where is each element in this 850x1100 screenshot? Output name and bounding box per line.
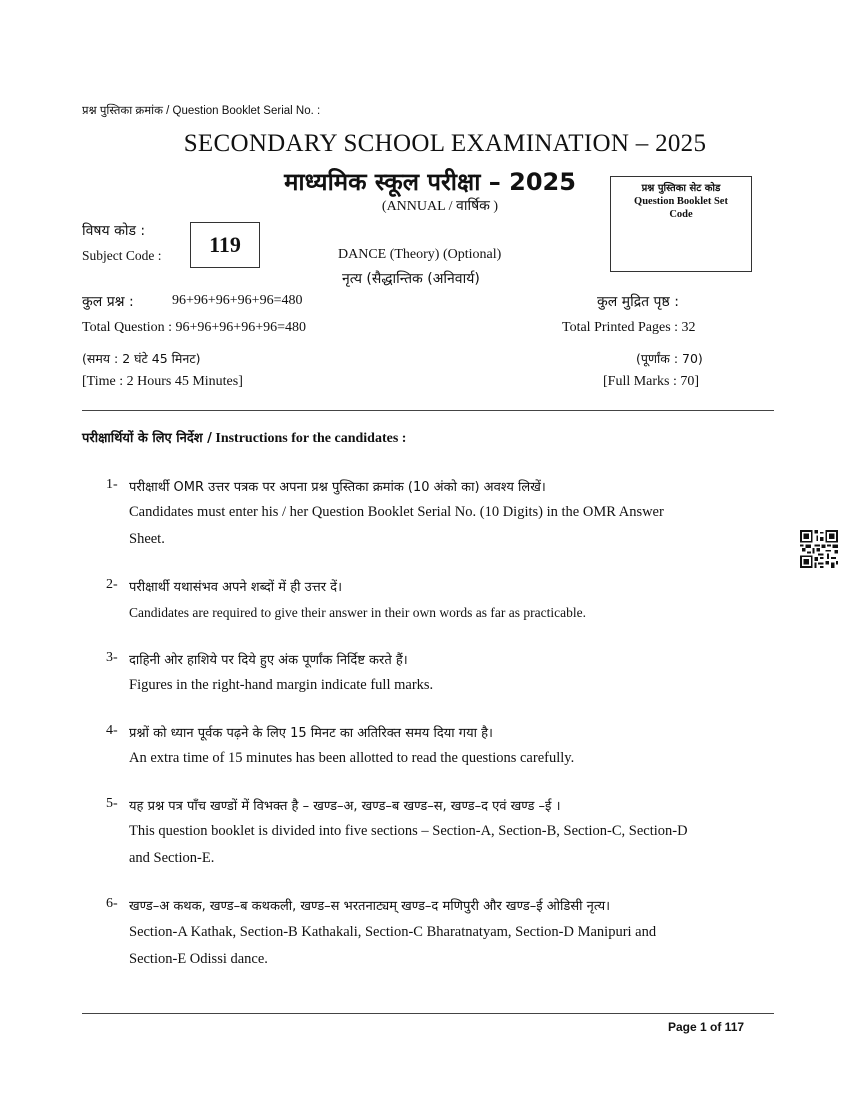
subject-name-hindi: नृत्य (सैद्धान्तिक (अनिवार्य): [342, 271, 480, 287]
total-questions-label-hindi: कुल प्रश्न :: [82, 294, 134, 310]
instruction-text-hindi: खण्ड–अ कथक, खण्ड–ब कथकली, खण्ड–स भरतनाट्यम् खण्ड–द मणिपुरी और खण्ड–ई ओडिसी नृत्य।: [129, 899, 611, 914]
instruction-text-hindi: परीक्षार्थी OMR उत्तर पत्रक पर अपना प्रश्न पुस्तिका क्रमांक (10 अंको का) अवश्य लिखें।: [129, 480, 546, 495]
instruction-text-english: Figures in the right-hand margin indicate full marks.: [129, 677, 434, 693]
printed-pages-english: Total Printed Pages : 32: [562, 320, 696, 335]
total-questions-english: Total Question : 96+96+96+96+96=480: [82, 320, 306, 335]
set-code-label-english-2: Code: [669, 209, 693, 220]
instruction-text-hindi: प्रश्नों को ध्यान पूर्वक पढ़ने के लिए 15 मिनट का अतिरिक्त समय दिया गया है।: [129, 726, 493, 741]
exam-title-hindi: माध्यमिक स्कूल परीक्षा – 2025: [284, 168, 576, 196]
subject-code-box: 119: [190, 222, 260, 268]
header-divider: [82, 410, 774, 411]
exam-title-english: SECONDARY SCHOOL EXAMINATION – 2025: [183, 130, 707, 157]
set-code-label-hindi: प्रश्न पुस्तिका सेट कोड: [641, 183, 721, 194]
instruction-text-english: Section-A Kathak, Section-B Kathakali, Section-C Bharatnatyam, Section-D Manipuri and: [129, 924, 657, 940]
subject-code-label-english: Subject Code :: [82, 248, 162, 263]
instruction-text-english-cont: Sheet.: [129, 531, 165, 547]
instruction-number: 1-: [106, 477, 118, 492]
subject-name-english: DANCE (Theory) (Optional): [338, 247, 502, 262]
instruction-number: 5-: [106, 796, 118, 811]
instruction-text-english-cont: Section-E Odissi dance.: [129, 951, 268, 967]
page-number: Page 1 of 117: [668, 1020, 745, 1034]
set-code-label-english-1: Question Booklet Set: [634, 196, 728, 207]
instruction-number: 6-: [106, 896, 118, 911]
instruction-number: 4-: [106, 723, 118, 738]
instruction-text-english-cont: and Section-E.: [129, 850, 215, 866]
instructions-heading-hindi: परीक्षार्थियों के लिए निर्देश /: [82, 431, 212, 446]
instruction-text-english: Candidates must enter his / her Question Booklet Serial No. (10 Digits) in the OMR Answer: [129, 504, 664, 520]
footer-divider: [82, 1013, 774, 1014]
instruction-text-hindi: दाहिनी ओर हाशिये पर दिये हुए अंक पूर्णांक निर्दिष्ट करते हैं।: [129, 653, 408, 668]
instruction-text-hindi: यह प्रश्न पत्र पाँच खण्डों में विभक्त है – खण्ड–अ, खण्ड–ब खण्ड–स, खण्ड–द एवं खण्ड –ई ।: [129, 799, 561, 814]
instruction-text-english: An extra time of 15 minutes has been allotted to read the questions carefully.: [129, 750, 575, 766]
time-english: [Time : 2 Hours 45 Minutes]: [82, 374, 243, 389]
exam-type: (ANNUAL / वार्षिक ): [381, 199, 499, 214]
booklet-set-code-box: [610, 176, 752, 272]
instruction-text-hindi: परीक्षार्थी यथासंभव अपने शब्दों में ही उत्तर दें।: [129, 580, 342, 595]
instruction-text-english: This question booklet is divided into five sections – Section-A, Section-B, Section-C, Section-D: [129, 823, 688, 839]
instructions-heading-english: Instructions for the candidates :: [215, 431, 407, 446]
booklet-serial-label: प्रश्न पुस्तिका क्रमांक / Question Booklet Serial No. :: [82, 105, 321, 117]
instruction-text-english: Candidates are required to give their answer in their own words as far as practicable.: [129, 605, 586, 620]
instruction-number: 3-: [106, 650, 118, 665]
full-marks-hindi: (पूर्णांक : 70): [636, 351, 703, 366]
printed-pages-label-hindi: कुल मुद्रित पृष्ठ :: [597, 294, 679, 310]
full-marks-english: [Full Marks : 70]: [603, 374, 700, 389]
total-questions-value-hindi: 96+96+96+96+96=480: [172, 293, 303, 308]
qr-code-icon: [800, 530, 838, 568]
time-hindi: (समय : 2 घंटे 45 मिनट): [82, 351, 201, 366]
instruction-number: 2-: [106, 577, 118, 592]
instructions-heading: [82, 428, 406, 447]
subject-code-label-hindi: विषय कोड :: [82, 223, 146, 239]
